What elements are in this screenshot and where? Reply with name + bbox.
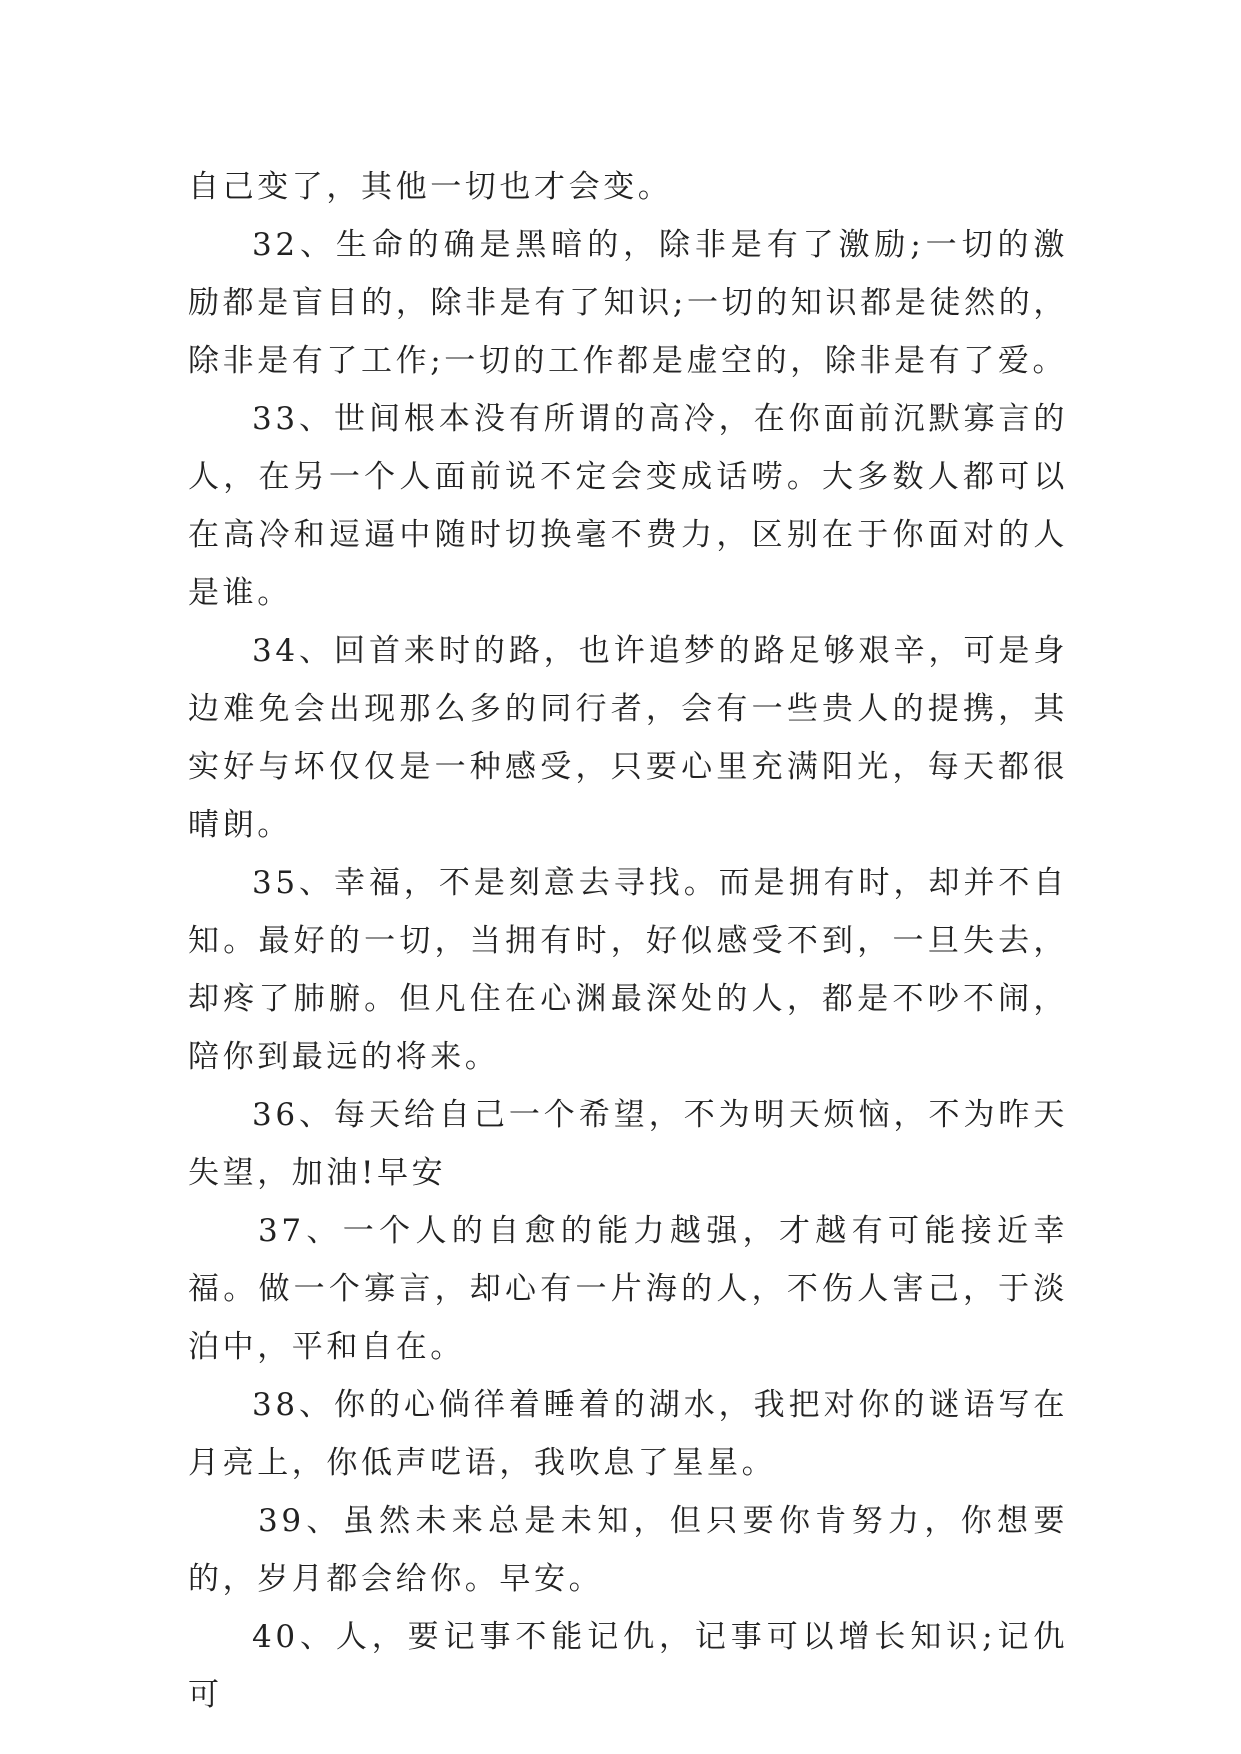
paragraph-38: 38、你的心倘徉着睡着的湖水，我把对你的谜语写在月亮上，你低声呓语，我吹息了星星。	[188, 1387, 1068, 1481]
paragraph-34: 34、回首来时的路，也许追梦的路足够艰辛，可是身边难免会出现那么多的同行者，会有一些贵人的提携，其实好与坏仅仅是一种感受，只要心里充满阳光，每天都很晴朗。	[188, 633, 1068, 843]
paragraph-35: 35、幸福，不是刻意去寻找。而是拥有时，却并不自知。最好的一切，当拥有时，好似感受不到，一旦失去，却疼了肺腑。但凡住在心渊最深处的人，都是不吵不闹，陪你到最远的将来。	[188, 865, 1068, 1075]
paragraph-33: 33、世间根本没有所谓的高冷，在你面前沉默寡言的人，在另一个人面前说不定会变成话唠。大多数人都可以在高冷和逗逼中随时切换毫不费力，区别在于你面对的人是谁。	[188, 401, 1068, 611]
body-text	[188, 158, 1068, 1724]
paragraph-31-continuation: 自己变了，其他一切也才会变。	[188, 169, 673, 205]
paragraph-39: 39、虽然未来总是未知，但只要你肯努力，你想要的，岁月都会给你。早安。	[188, 1503, 1068, 1597]
paragraph-36: 36、每天给自己一个希望，不为明天烦恼，不为昨天失望，加油!早安	[188, 1097, 1068, 1191]
paragraph-37: 37、一个人的自愈的能力越强，才越有可能接近幸福。做一个寡言，却心有一片海的人，不伤人害己，于淡泊中，平和自在。	[188, 1213, 1068, 1365]
paragraph-32: 32、生命的确是黑暗的，除非是有了激励;一切的激励都是盲目的，除非是有了知识;一切的知识都是徒然的，除非是有了工作;一切的工作都是虚空的，除非是有了爱。	[188, 227, 1068, 379]
paragraph-40: 40、人，要记事不能记仇，记事可以增长知识;记仇可	[188, 1619, 1068, 1713]
